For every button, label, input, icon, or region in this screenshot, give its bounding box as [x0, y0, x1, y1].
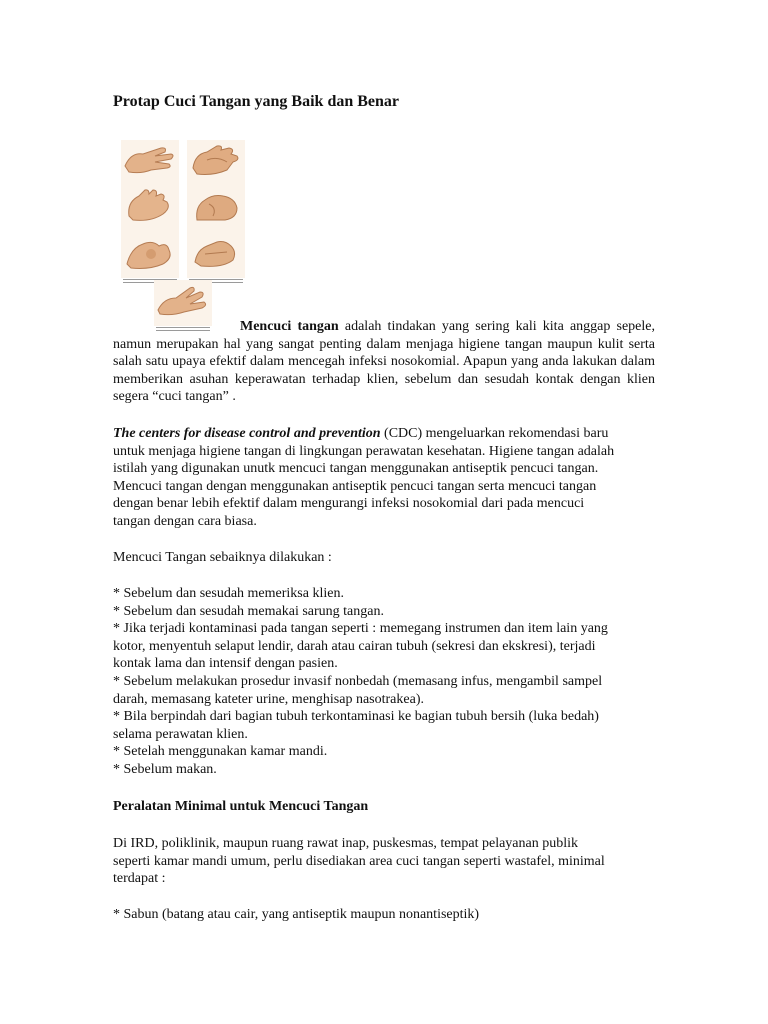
cdc-line: tangan dengan cara biasa.	[113, 513, 257, 529]
cdc-line-1: (CDC) mengeluarkan rekomendasi baru	[380, 426, 609, 441]
cdc-lead: The centers for disease control and prevention	[113, 426, 381, 441]
equipment-line: Di IRD, poliklinik, maupun ruang rawat inap, puskesmas, tempat pelayanan publik	[113, 836, 579, 851]
list-item: kontak lama dan intensif dengan pasien.	[113, 656, 338, 672]
hand-step-5-icon	[121, 232, 179, 278]
list-item: kotor, menyentuh selaput lendir, darah atau cairan tubuh (sekresi dan ekskresi), terjadi	[113, 638, 596, 654]
list-item: * Sabun (batang atau cair, yang antiseptik maupun nonantiseptik)	[113, 907, 480, 922]
cdc-line: dengan benar lebih efektif dalam mengurangi infeksi nosokomial dari pada mencuci	[113, 496, 585, 512]
list-item: * Sebelum makan.	[113, 761, 217, 777]
list-item: * Sebelum dan sesudah memakai sarung tangan.	[113, 603, 384, 619]
list-item: * Sebelum melakukan prosedur invasif nonbedah (memasang infus, mengambil sampel	[113, 673, 603, 689]
equipment-paragraph	[113, 835, 655, 888]
equipment-line: seperti kamar mandi umum, perlu disediakan area cuci tangan seperti wastafel, minimal	[113, 853, 605, 869]
list-item: * Setelah menggunakan kamar mandi.	[113, 744, 328, 760]
equipment-line: terdapat :	[113, 871, 166, 887]
hand-step-3-icon	[121, 186, 179, 232]
intro-text: adalah tindakan yang sering kali kita anggap sepele, namun merupakan hal yang sangat penting dalam menjaga higiene tangan maupun kulit serta salah satu upaya efektif dalam mencegah infeksi nosokomial. Apapun yang anda lakukan dalam memberikan asuhan keperawatan terhadap klien, sebelum dan sesudah kontak dengan klien segera “cuci tangan” .	[113, 319, 656, 405]
list-item: * Bila berpindah dari bagian tubuh terkontaminasi ke bagian tubuh bersih (luka bedah)	[113, 709, 599, 725]
list-item: selama perawatan klien.	[113, 726, 248, 742]
cdc-line: Mencuci tangan dengan menggunakan antiseptik pencuci tangan serta mencuci tangan	[113, 478, 597, 494]
cdc-line: untuk menjaga higiene tangan di lingkungan perawatan kesehatan. Higiene tangan adalah	[113, 443, 615, 459]
cdc-paragraph	[113, 425, 655, 531]
list-item: * Jika terjadi kontaminasi pada tangan seperti : memegang instrumen dan item lain yang	[113, 621, 608, 637]
hand-step-1-icon	[121, 140, 179, 186]
hand-step-2-icon	[187, 140, 245, 186]
cdc-line: istilah yang digunakan unutk mencuci tangan menggunakan antiseptik pencuci tangan.	[113, 461, 599, 477]
equipment-list	[113, 906, 655, 924]
list-item: darah, memasang kateter urine, menghisap nasotrakea).	[113, 691, 424, 707]
hand-step-6-icon	[187, 232, 245, 278]
when-to-wash-intro: Mencuci Tangan sebaiknya dilakukan :	[113, 550, 332, 565]
list-item: * Sebelum dan sesudah memeriksa klien.	[113, 586, 344, 601]
intro-paragraph	[113, 318, 655, 406]
page-title: Protap Cuci Tangan yang Baik dan Benar	[113, 93, 400, 110]
when-to-wash-list	[113, 585, 655, 779]
handwashing-steps-figure	[113, 136, 243, 332]
hand-step-4-icon	[187, 186, 245, 232]
intro-lead: Mencuci tangan	[240, 319, 339, 334]
section-heading-equipment: Peralatan Minimal untuk Mencuci Tangan	[113, 799, 369, 814]
